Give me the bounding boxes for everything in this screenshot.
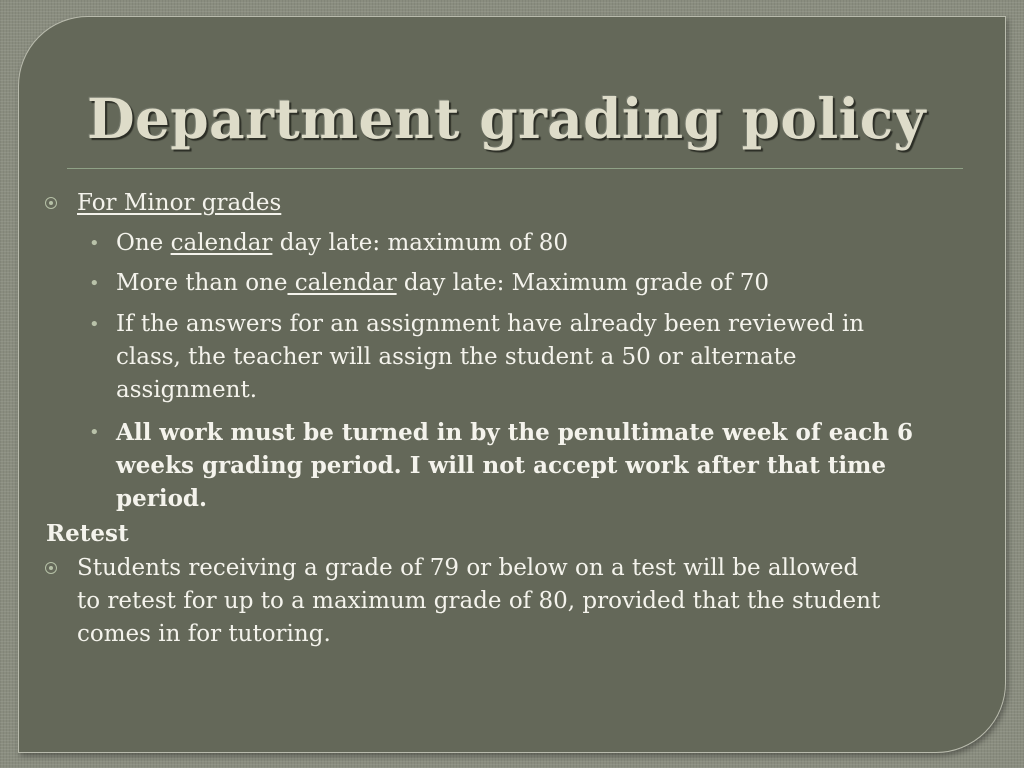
text-line: Students receiving a grade of 79 or below on a test will be allowed	[77, 555, 859, 581]
list-item-retest-policy	[77, 552, 880, 651]
bullet-dot-icon: •	[89, 422, 100, 443]
bullet-dot-icon: •	[89, 314, 100, 335]
bullet-dot-icon: •	[89, 233, 100, 254]
retest-heading: Retest	[46, 520, 129, 547]
text-line: All work must be turned in by the penultimate week of each 6	[116, 419, 913, 446]
list-item-minor-grades	[77, 187, 281, 220]
text-line: class, the teacher will assign the student a 50 or alternate	[116, 344, 797, 370]
list-item-reviewed-answers	[89, 308, 986, 407]
slide	[18, 16, 1006, 753]
slide-title: Department grading policy	[87, 86, 926, 151]
title-divider	[67, 168, 963, 169]
bullet-dot-icon: •	[89, 273, 100, 294]
text-line: weeks grading period. I will not accept work after that time	[116, 452, 887, 479]
text-line: If the answers for an assignment have already been reviewed in	[116, 311, 865, 337]
text-line: period.	[116, 485, 208, 512]
text-line: to retest for up to a maximum grade of 80, provided that the student	[77, 588, 881, 614]
list-item-deadline-notice	[89, 416, 986, 515]
text-line: assignment.	[116, 377, 257, 403]
circle-bullet-icon	[45, 562, 57, 574]
minor-grades-heading: For Minor grades	[77, 190, 282, 216]
list-item-one-day-late: • One calendar day late: maximum of 80	[116, 227, 986, 260]
circle-bullet-icon	[45, 197, 57, 209]
calendar-term: calendar	[287, 270, 397, 296]
calendar-term: calendar	[170, 230, 273, 256]
text-line: comes in for tutoring.	[77, 621, 331, 647]
list-item-more-than-one-day: • More than one calendar day late: Maximum grade of 70	[116, 267, 986, 300]
